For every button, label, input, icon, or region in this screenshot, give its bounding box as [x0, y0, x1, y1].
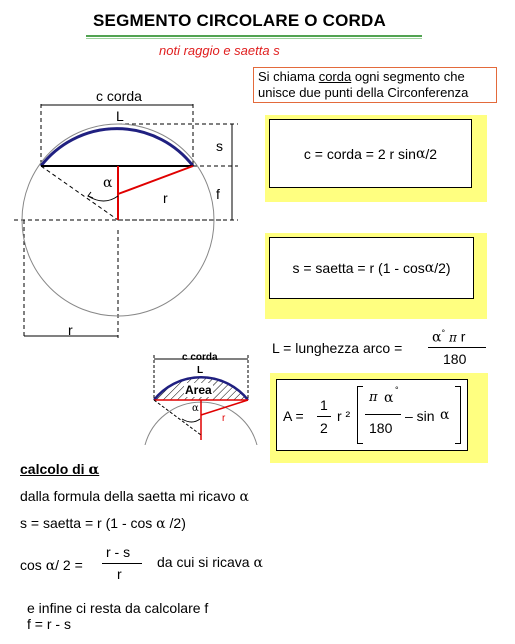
small-label-L: L — [197, 365, 204, 376]
label-c-corda: c corda — [96, 88, 142, 104]
label-alpha: α — [103, 175, 113, 191]
formula-area-bracket-den: 180 — [369, 420, 393, 436]
radius-line-red — [118, 166, 193, 194]
calc-cos-lhs — [20, 557, 83, 574]
formula-area-bracket-pi: π — [369, 390, 378, 405]
label-s: s — [216, 138, 223, 154]
calc-frac-num: r - s — [106, 544, 131, 560]
arc-L — [41, 129, 193, 166]
formula-area-left-bracket — [357, 386, 363, 444]
label-r: r — [163, 190, 168, 206]
calc-final2: f = r - s — [27, 616, 71, 632]
main-circle-diagram — [0, 0, 260, 360]
calc-line2-alpha: α — [156, 516, 166, 532]
formula-chord-lhs: c = corda = 2 r sin — [303, 145, 416, 162]
formula-arc-num-r: r — [460, 328, 466, 345]
formula-sagitta-lhs: s = saetta = r (1 - cos — [292, 260, 425, 276]
definition-post: ogni segmento che unisce due punti della Circonferenza — [258, 69, 469, 100]
small-label-alpha: α — [192, 403, 199, 414]
calc-cos-text: cos — [20, 557, 46, 573]
calc-cos-tail — [157, 554, 263, 571]
formula-box-chord — [265, 115, 487, 202]
formula-arc-denominator: 180 — [443, 351, 467, 367]
formula-area-lhs: A = — [283, 408, 304, 424]
formula-chord-rhs: /2 — [425, 145, 438, 162]
formula-arc-numerator — [432, 328, 465, 346]
definition-box — [253, 67, 497, 103]
calc-line1 — [20, 488, 249, 505]
label-L: L — [116, 108, 124, 124]
formula-area-half-num: 1 — [320, 397, 328, 413]
calc-final1: e infine ci resta da calcolare f — [27, 600, 209, 616]
alpha-arc — [88, 196, 118, 201]
label-r-bottom: r — [68, 322, 73, 338]
calc-frac-den: r — [117, 566, 122, 582]
calc-heading-alpha: α — [88, 462, 100, 478]
formula-area-half-bar — [317, 416, 331, 417]
formula-box-sagitta — [265, 233, 487, 319]
formula-area-half-den: 2 — [320, 420, 328, 436]
calc-heading-text: calcolo di — [20, 461, 89, 477]
calc-line1-alpha: α — [239, 489, 249, 505]
formula-area — [276, 379, 468, 451]
formula-area-bracket-deg: ° — [395, 385, 399, 395]
definition-pre: Si chiama — [258, 69, 319, 84]
formula-arc-num-alpha: α — [432, 329, 442, 346]
calc-frac-bar — [102, 563, 142, 564]
formula-chord-alpha: α — [415, 145, 426, 162]
small-label-area: Area — [185, 383, 212, 397]
calc-cos-alpha: α — [45, 558, 56, 574]
calc-line2-rhs: /2) — [165, 515, 186, 531]
formula-area-r2: r ² — [337, 408, 351, 424]
formula-sagitta-alpha: α — [424, 260, 435, 276]
label-f: f — [216, 186, 220, 202]
calc-line1-text: dalla formula della saetta mi ricavo — [20, 488, 240, 504]
formula-sagitta-rhs: /2) — [434, 260, 451, 276]
formula-area-alpha: α — [440, 407, 450, 423]
formula-area-bracket-alpha: α — [384, 390, 394, 406]
calc-heading — [20, 461, 99, 478]
formula-area-minus-sin: – sin — [405, 408, 435, 424]
formula-arc-fraction-bar — [428, 347, 486, 348]
formula-box-area — [270, 373, 488, 463]
formula-chord — [269, 119, 472, 188]
formula-arc-num-deg: ° — [441, 328, 446, 338]
formula-sagitta — [269, 237, 474, 299]
calc-line2 — [20, 515, 186, 532]
formula-area-right-bracket — [455, 386, 461, 444]
subtitle: noti raggio e saetta s — [159, 43, 280, 58]
small-label-c-corda: c corda — [182, 352, 218, 363]
formula-arc-num-pi: π — [448, 330, 457, 345]
definition-underlined: corda — [318, 69, 352, 84]
calc-cos-tail-text: da cui si ricava — [157, 554, 254, 570]
calc-line2-lhs: s = saetta = r (1 - cos — [20, 515, 157, 531]
calc-cos-rhs: / 2 = — [55, 557, 83, 573]
formula-arc-lhs: L = lunghezza arco = — [272, 340, 403, 356]
small-label-r: r — [222, 413, 226, 424]
formula-area-bracket-bar — [365, 414, 401, 415]
alpha-arrow — [88, 192, 93, 198]
calc-cos-tail-alpha: α — [253, 555, 263, 571]
page-title: SEGMENTO CIRCOLARE O CORDA — [93, 11, 386, 30]
